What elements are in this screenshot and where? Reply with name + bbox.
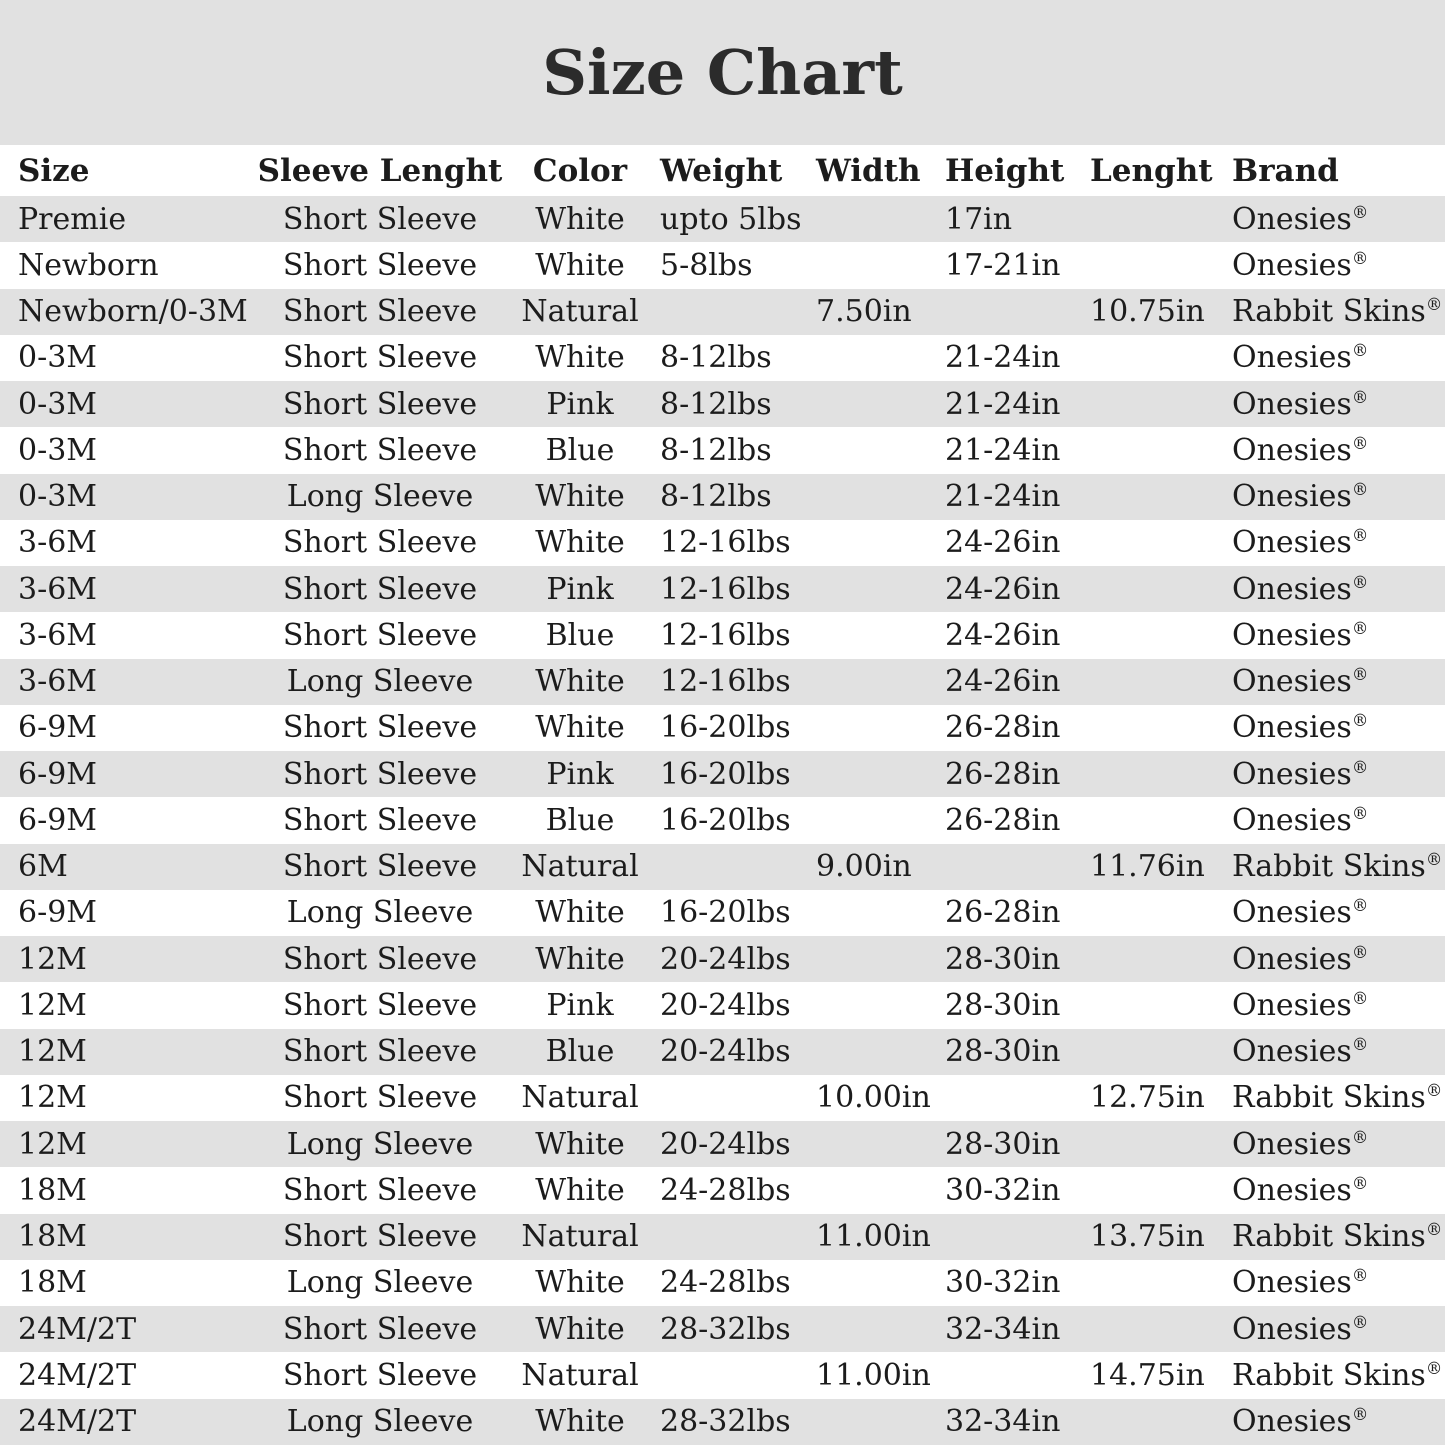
table-row — [0, 1352, 1445, 1398]
registered-trademark-symbol: ® — [1351, 387, 1369, 407]
table-row — [0, 705, 1445, 751]
cell-height: 24-26in — [945, 617, 1061, 653]
cell-lenght: 11.76in — [1090, 849, 1205, 885]
cell-color: White — [535, 1265, 625, 1301]
cell-height: 26-28in — [945, 895, 1061, 931]
column-header-size: Size — [18, 152, 90, 189]
column-header-height: Height — [945, 152, 1065, 189]
cell-size: 24M/2T — [18, 1311, 137, 1347]
cell-brand: Rabbit Skins® — [1232, 1357, 1443, 1393]
cell-weight: 16-20lbs — [660, 756, 791, 792]
cell-width: 10.00in — [816, 1080, 931, 1116]
cell-color: White — [535, 1126, 625, 1162]
table-row — [0, 474, 1445, 520]
cell-sleeve-lenght: Short Sleeve — [282, 941, 478, 977]
registered-trademark-symbol: ® — [1351, 1127, 1369, 1147]
cell-height: 26-28in — [945, 802, 1061, 838]
cell-height: 17-21in — [945, 247, 1061, 283]
cell-sleeve-lenght: Short Sleeve — [282, 1080, 478, 1116]
cell-size: 0-3M — [18, 432, 98, 468]
cell-height: 24-26in — [945, 664, 1061, 700]
cell-size: 12M — [18, 987, 87, 1023]
cell-lenght: 14.75in — [1090, 1357, 1205, 1393]
cell-sleeve-lenght: Short Sleeve — [282, 1219, 478, 1255]
registered-trademark-symbol: ® — [1351, 711, 1369, 731]
cell-sleeve-lenght: Short Sleeve — [282, 710, 478, 746]
cell-size: 12M — [18, 1126, 87, 1162]
table-row — [0, 982, 1445, 1028]
cell-weight: 8-12lbs — [660, 386, 772, 422]
cell-size: 3-6M — [18, 664, 98, 700]
cell-lenght: 10.75in — [1090, 294, 1205, 330]
table-row — [0, 566, 1445, 612]
cell-weight: 8-12lbs — [660, 340, 772, 376]
cell-sleeve-lenght: Short Sleeve — [282, 617, 478, 653]
cell-height: 21-24in — [945, 432, 1061, 468]
cell-size: 18M — [18, 1265, 87, 1301]
registered-trademark-symbol: ® — [1425, 295, 1443, 315]
cell-size: 18M — [18, 1219, 87, 1255]
cell-height: 17in — [945, 201, 1013, 237]
cell-sleeve-lenght: Short Sleeve — [282, 201, 478, 237]
registered-trademark-symbol: ® — [1351, 1405, 1369, 1425]
cell-color: Natural — [521, 1080, 639, 1116]
cell-sleeve-lenght: Long Sleeve — [286, 895, 474, 931]
registered-trademark-symbol: ® — [1351, 1266, 1369, 1286]
cell-sleeve-lenght: Short Sleeve — [282, 340, 478, 376]
table-row — [0, 1075, 1445, 1121]
table-row — [0, 242, 1445, 288]
table-row — [0, 196, 1445, 242]
cell-weight: 16-20lbs — [660, 895, 791, 931]
cell-brand: Rabbit Skins® — [1232, 1080, 1443, 1116]
registered-trademark-symbol: ® — [1425, 1220, 1443, 1240]
cell-width: 11.00in — [816, 1219, 931, 1255]
cell-sleeve-lenght: Short Sleeve — [282, 432, 478, 468]
cell-sleeve-lenght: Long Sleeve — [286, 664, 474, 700]
cell-width: 9.00in — [816, 849, 912, 885]
table-row — [0, 890, 1445, 936]
cell-weight: 20-24lbs — [660, 941, 791, 977]
cell-brand: Onesies® — [1232, 1034, 1369, 1070]
table-row — [0, 1260, 1445, 1306]
table-row — [0, 797, 1445, 843]
cell-sleeve-lenght: Short Sleeve — [282, 802, 478, 838]
cell-brand: Onesies® — [1232, 664, 1369, 700]
registered-trademark-symbol: ® — [1351, 480, 1369, 500]
cell-color: White — [535, 201, 625, 237]
cell-size: 18M — [18, 1172, 87, 1208]
cell-sleeve-lenght: Short Sleeve — [282, 247, 478, 283]
cell-size: 24M/2T — [18, 1357, 137, 1393]
cell-color: White — [535, 1311, 625, 1347]
cell-weight: 28-32lbs — [660, 1404, 791, 1440]
cell-size: 3-6M — [18, 525, 98, 561]
table-row — [0, 844, 1445, 890]
cell-color: Natural — [521, 294, 639, 330]
cell-size: 24M/2T — [18, 1404, 137, 1440]
cell-lenght: 12.75in — [1090, 1080, 1205, 1116]
cell-color: Pink — [546, 571, 614, 607]
cell-height: 21-24in — [945, 340, 1061, 376]
table-row — [0, 427, 1445, 473]
cell-size: 6-9M — [18, 710, 98, 746]
cell-sleeve-lenght: Short Sleeve — [282, 987, 478, 1023]
registered-trademark-symbol: ® — [1351, 433, 1369, 453]
column-header-weight: Weight — [660, 152, 783, 189]
cell-height: 26-28in — [945, 756, 1061, 792]
registered-trademark-symbol: ® — [1351, 1312, 1369, 1332]
registered-trademark-symbol: ® — [1351, 202, 1369, 222]
cell-size: 0-3M — [18, 386, 98, 422]
cell-color: White — [535, 710, 625, 746]
cell-width: 11.00in — [816, 1357, 931, 1393]
table-row — [0, 289, 1445, 335]
cell-brand: Onesies® — [1232, 802, 1369, 838]
cell-color: Natural — [521, 1219, 639, 1255]
cell-color: Blue — [545, 802, 615, 838]
cell-brand: Onesies® — [1232, 987, 1369, 1023]
registered-trademark-symbol: ® — [1351, 248, 1369, 268]
table-row — [0, 381, 1445, 427]
cell-height: 28-30in — [945, 987, 1061, 1023]
cell-size: 6M — [18, 849, 68, 885]
table-row — [0, 1167, 1445, 1213]
table-row — [0, 1399, 1445, 1445]
cell-lenght: 13.75in — [1090, 1219, 1205, 1255]
cell-weight: 20-24lbs — [660, 1126, 791, 1162]
cell-size: 12M — [18, 1080, 87, 1116]
cell-brand: Onesies® — [1232, 710, 1369, 746]
cell-height: 26-28in — [945, 710, 1061, 746]
size-chart-table — [0, 196, 1445, 1445]
cell-weight: 24-28lbs — [660, 1172, 791, 1208]
cell-weight: 16-20lbs — [660, 802, 791, 838]
cell-color: White — [535, 895, 625, 931]
cell-height: 32-34in — [945, 1404, 1061, 1440]
cell-height: 30-32in — [945, 1172, 1061, 1208]
table-row — [0, 335, 1445, 381]
cell-color: Blue — [545, 432, 615, 468]
cell-size: 12M — [18, 1034, 87, 1070]
cell-color: Natural — [521, 849, 639, 885]
cell-height: 28-30in — [945, 1126, 1061, 1162]
cell-brand: Onesies® — [1232, 386, 1369, 422]
table-row — [0, 612, 1445, 658]
cell-height: 28-30in — [945, 1034, 1061, 1070]
cell-color: Blue — [545, 617, 615, 653]
cell-size: 6-9M — [18, 895, 98, 931]
table-row — [0, 1306, 1445, 1352]
cell-color: White — [535, 247, 625, 283]
cell-height: 24-26in — [945, 571, 1061, 607]
cell-weight: 20-24lbs — [660, 987, 791, 1023]
cell-sleeve-lenght: Short Sleeve — [282, 1357, 478, 1393]
registered-trademark-symbol: ® — [1351, 1035, 1369, 1055]
cell-weight: 12-16lbs — [660, 525, 791, 561]
cell-brand: Onesies® — [1232, 1404, 1369, 1440]
cell-brand: Onesies® — [1232, 1126, 1369, 1162]
page-title: Size Chart — [542, 36, 903, 109]
registered-trademark-symbol: ® — [1351, 757, 1369, 777]
column-header-sleeve-lenght: Sleeve Lenght — [257, 152, 503, 189]
column-header-width: Width — [816, 152, 921, 189]
cell-brand: Onesies® — [1232, 201, 1369, 237]
cell-brand: Rabbit Skins® — [1232, 1219, 1443, 1255]
cell-weight: 8-12lbs — [660, 479, 772, 515]
cell-size: 6-9M — [18, 802, 98, 838]
cell-brand: Onesies® — [1232, 247, 1369, 283]
table-row — [0, 936, 1445, 982]
registered-trademark-symbol: ® — [1351, 341, 1369, 361]
cell-weight: 16-20lbs — [660, 710, 791, 746]
column-header-color: Color — [532, 152, 628, 189]
cell-sleeve-lenght: Short Sleeve — [282, 1311, 478, 1347]
cell-size: 3-6M — [18, 617, 98, 653]
cell-weight: 24-28lbs — [660, 1265, 791, 1301]
cell-width: 7.50in — [816, 294, 912, 330]
cell-height: 30-32in — [945, 1265, 1061, 1301]
table-row — [0, 1214, 1445, 1260]
cell-color: White — [535, 1172, 625, 1208]
cell-size: Premie — [18, 201, 127, 237]
cell-brand: Onesies® — [1232, 479, 1369, 515]
registered-trademark-symbol: ® — [1351, 618, 1369, 638]
table-row — [0, 751, 1445, 797]
registered-trademark-symbol: ® — [1351, 526, 1369, 546]
cell-sleeve-lenght: Short Sleeve — [282, 1172, 478, 1208]
cell-brand: Onesies® — [1232, 1311, 1369, 1347]
cell-brand: Onesies® — [1232, 571, 1369, 607]
cell-height: 21-24in — [945, 386, 1061, 422]
registered-trademark-symbol: ® — [1351, 572, 1369, 592]
registered-trademark-symbol: ® — [1351, 803, 1369, 823]
cell-size: 0-3M — [18, 340, 98, 376]
cell-color: White — [535, 525, 625, 561]
cell-size: 0-3M — [18, 479, 98, 515]
cell-color: Pink — [546, 386, 614, 422]
column-header-lenght: Lenght — [1090, 152, 1213, 189]
cell-weight: 8-12lbs — [660, 432, 772, 468]
cell-color: Pink — [546, 987, 614, 1023]
cell-color: Blue — [545, 1034, 615, 1070]
cell-sleeve-lenght: Short Sleeve — [282, 756, 478, 792]
cell-brand: Rabbit Skins® — [1232, 294, 1443, 330]
cell-weight: 28-32lbs — [660, 1311, 791, 1347]
table-row — [0, 1029, 1445, 1075]
registered-trademark-symbol: ® — [1351, 988, 1369, 1008]
table-row — [0, 520, 1445, 566]
table-header-row — [0, 145, 1445, 196]
cell-sleeve-lenght: Long Sleeve — [286, 1126, 474, 1162]
cell-sleeve-lenght: Short Sleeve — [282, 849, 478, 885]
cell-weight: 12-16lbs — [660, 571, 791, 607]
cell-size: 3-6M — [18, 571, 98, 607]
cell-size: 6-9M — [18, 756, 98, 792]
cell-height: 32-34in — [945, 1311, 1061, 1347]
cell-color: White — [535, 340, 625, 376]
registered-trademark-symbol: ® — [1351, 1173, 1369, 1193]
cell-color: Natural — [521, 1357, 639, 1393]
column-header-brand: Brand — [1232, 152, 1339, 189]
cell-sleeve-lenght: Short Sleeve — [282, 1034, 478, 1070]
cell-brand: Onesies® — [1232, 941, 1369, 977]
registered-trademark-symbol: ® — [1425, 1081, 1443, 1101]
cell-brand: Onesies® — [1232, 617, 1369, 653]
cell-brand: Rabbit Skins® — [1232, 849, 1443, 885]
cell-weight: 12-16lbs — [660, 664, 791, 700]
cell-brand: Onesies® — [1232, 895, 1369, 931]
table-row — [0, 659, 1445, 705]
cell-sleeve-lenght: Long Sleeve — [286, 1265, 474, 1301]
cell-weight: 12-16lbs — [660, 617, 791, 653]
cell-height: 21-24in — [945, 479, 1061, 515]
registered-trademark-symbol: ® — [1351, 896, 1369, 916]
cell-size: 12M — [18, 941, 87, 977]
cell-color: White — [535, 941, 625, 977]
cell-sleeve-lenght: Short Sleeve — [282, 571, 478, 607]
cell-weight: 20-24lbs — [660, 1034, 791, 1070]
cell-size: Newborn — [18, 247, 159, 283]
cell-height: 28-30in — [945, 941, 1061, 977]
registered-trademark-symbol: ® — [1351, 665, 1369, 685]
cell-brand: Onesies® — [1232, 756, 1369, 792]
cell-color: White — [535, 1404, 625, 1440]
cell-color: Pink — [546, 756, 614, 792]
cell-brand: Onesies® — [1232, 340, 1369, 376]
title-area — [0, 0, 1445, 145]
registered-trademark-symbol: ® — [1351, 942, 1369, 962]
cell-brand: Onesies® — [1232, 1265, 1369, 1301]
cell-sleeve-lenght: Long Sleeve — [286, 1404, 474, 1440]
registered-trademark-symbol: ® — [1425, 1358, 1443, 1378]
table-row — [0, 1121, 1445, 1167]
cell-weight: 5-8lbs — [660, 247, 753, 283]
cell-brand: Onesies® — [1232, 525, 1369, 561]
cell-color: White — [535, 479, 625, 515]
cell-color: White — [535, 664, 625, 700]
cell-sleeve-lenght: Long Sleeve — [286, 479, 474, 515]
cell-sleeve-lenght: Short Sleeve — [282, 525, 478, 561]
cell-sleeve-lenght: Short Sleeve — [282, 386, 478, 422]
cell-height: 24-26in — [945, 525, 1061, 561]
cell-sleeve-lenght: Short Sleeve — [282, 294, 478, 330]
cell-brand: Onesies® — [1232, 432, 1369, 468]
registered-trademark-symbol: ® — [1425, 850, 1443, 870]
cell-brand: Onesies® — [1232, 1172, 1369, 1208]
cell-weight: upto 5lbs — [660, 201, 802, 237]
cell-size: Newborn/0-3M — [18, 294, 248, 330]
